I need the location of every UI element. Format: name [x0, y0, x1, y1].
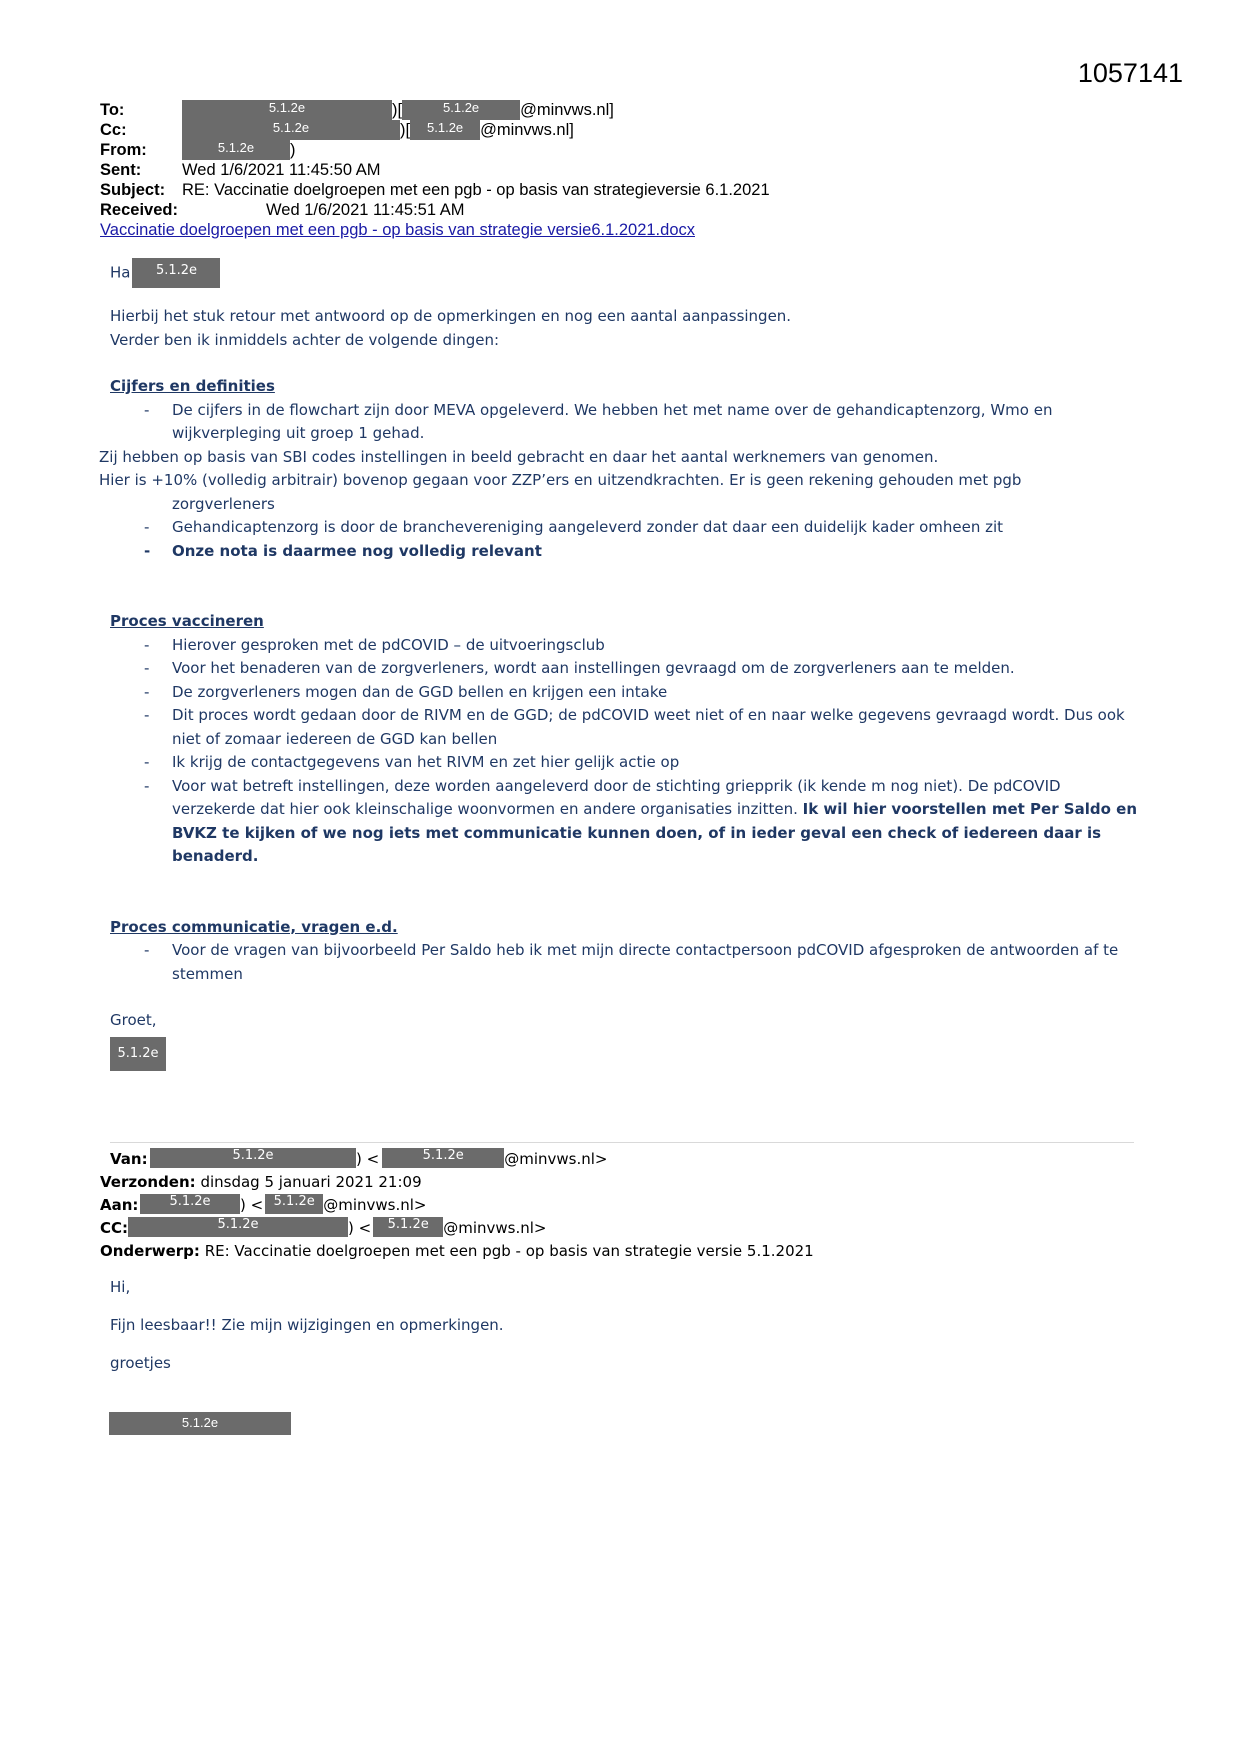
message-greeting-row	[110, 258, 1140, 288]
signature-redaction: 5.1.2e	[110, 1037, 166, 1071]
redaction-box: 5.1.2e	[182, 100, 392, 120]
cc-label: CC:	[100, 1219, 129, 1237]
redaction-box: 5.1.2e	[410, 120, 480, 140]
list-item: - Hierover gesproken met de pdCOVID – de uitvoeringsclub	[172, 634, 1140, 658]
forward-cc-row	[100, 1217, 546, 1240]
aan-suffix: @minvws.nl>	[323, 1196, 427, 1214]
greeting-text: Ha	[110, 263, 131, 282]
section-heading-communicatie: Proces communicatie, vragen e.d.	[110, 917, 398, 936]
cc-label: Cc:	[100, 121, 127, 139]
to-label: To:	[100, 101, 125, 119]
verzonden-label: Verzonden:	[100, 1173, 196, 1191]
redaction-box: 5.1.2e	[182, 120, 400, 140]
paragraph-line: Hier is +10% (volledig arbitrair) bovenop gegaan voor ZZP’ers en uitzendkrachten. Er is geen rekening gehouden met pgb	[99, 471, 1022, 489]
sent-label: Sent:	[100, 161, 142, 179]
section-list-vaccineren	[110, 634, 1140, 869]
forward-signature-redaction: 5.1.2e	[109, 1412, 291, 1435]
list-item	[172, 775, 1140, 869]
redaction-box: 5.1.2e	[140, 1194, 240, 1214]
message-body	[99, 305, 1140, 1071]
van-separator: ) <	[356, 1150, 380, 1168]
sent-value: Wed 1/6/2021 11:45:50 AM	[182, 161, 381, 179]
to-suffix: @minvws.nl]	[520, 101, 614, 119]
onderwerp-value: RE: Vaccinatie doelgroepen met een pgb - op basis van strategie versie 5.1.2021	[204, 1242, 814, 1260]
redaction-box: 5.1.2e	[132, 258, 220, 288]
forward-closing: groetjes	[110, 1354, 171, 1372]
subject-label: Subject:	[100, 181, 166, 199]
header-cc-row: Cc: 5.1.2e )[ 5.1.2e @minvws.nl]	[100, 120, 574, 139]
paragraph-line: zorgverleners	[172, 494, 275, 513]
verzonden-value: dinsdag 5 januari 2021 21:09	[200, 1173, 422, 1191]
section-list-communicatie	[110, 939, 1140, 986]
redaction-box: 5.1.2e	[402, 100, 520, 120]
list-item: - Ik krijg de contactgegevens van het RIVM en zet hier gelijk actie op	[172, 751, 1140, 775]
list-item: - De zorgverleners mogen dan de GGD bellen en krijgen een intake	[172, 681, 1140, 705]
section-heading-vaccineren: Proces vaccineren	[110, 612, 264, 630]
closing-text: Groet,	[110, 1011, 157, 1029]
list-item-text: Voor wat betreft instellingen, deze worden aangeleverd door de stichting griepprik (ik kende m nog niet). De pdCOVID verzekerde dat hier ook kleinschalige woonvormen en andere organisaties inzitten.	[172, 776, 1061, 818]
attachment-row	[100, 220, 695, 240]
attachment-link[interactable]: Vaccinatie doelgroepen met een pgb - op basis van strategie versie6.1.2021.docx	[100, 221, 695, 239]
forward-verzonden-row	[100, 1171, 422, 1194]
list-item: - Dit proces wordt gedaan door de RIVM en de GGD; de pdCOVID weet niet of en naar welke gegevens gevraagd wordt. Dus ook niet of zomaar iedereen de GGD kan bellen	[172, 704, 1140, 751]
paragraph-line: Zij hebben op basis van SBI codes instellingen in beeld gebracht en daar het aantal werknemers van genomen.	[99, 447, 939, 466]
received-value: Wed 1/6/2021 11:45:51 AM	[266, 201, 465, 219]
header-received-row	[100, 200, 464, 220]
cc-suffix: @minvws.nl>	[443, 1219, 547, 1237]
forward-onderwerp-row	[100, 1240, 814, 1263]
header-from-row	[100, 140, 296, 160]
forward-greeting: Hi,	[110, 1278, 131, 1296]
header-sent-row	[100, 160, 380, 180]
forward-van-row	[110, 1148, 607, 1171]
list-item: - Onze nota is daarmee nog volledig relevant	[172, 540, 1140, 564]
aan-separator: ) <	[240, 1196, 264, 1214]
redaction-box: 5.1.2e	[382, 1148, 504, 1168]
header-to-row: To: 5.1.2e )[ 5.1.2e @minvws.nl]	[100, 100, 614, 119]
section-heading-cijfers: Cijfers en definities	[110, 377, 275, 395]
redaction-box: 5.1.2e	[373, 1217, 443, 1237]
document-number: 1057141	[1077, 58, 1183, 88]
intro-line-2: Verder ben ik inmiddels achter de volgende dingen:	[110, 330, 500, 349]
list-item: - Gehandicaptenzorg is door de branchevereniging aangeleverd zonder dat daar een duidelijk kader omheen zit	[172, 516, 1140, 540]
received-label: Received:	[100, 201, 178, 219]
redaction-box: 5.1.2e	[150, 1148, 356, 1168]
cc-suffix: @minvws.nl]	[480, 121, 574, 139]
section-list-cijfers	[110, 399, 1140, 446]
redaction-box: 5.1.2e	[128, 1217, 348, 1237]
van-label: Van:	[110, 1150, 148, 1168]
list-item: - De cijfers in de flowchart zijn door MEVA opgeleverd. We hebben het met name over de gehandicaptenzorg, Wmo en wijkverpleging uit groep 1 gehad.	[172, 399, 1140, 446]
van-suffix: @minvws.nl>	[504, 1150, 608, 1168]
list-item: - Voor de vragen van bijvoorbeeld Per Saldo heb ik met mijn directe contactpersoon pdCOVID afgesproken de antwoorden af te stemmen	[172, 939, 1140, 986]
header-subject-row	[100, 180, 770, 200]
forward-aan-row	[100, 1194, 426, 1217]
separator-line	[110, 1142, 1134, 1143]
list-item-bold-text: Ik wil hier voorstellen met Per Saldo en BVKZ te kijken of we nog iets met communicatie kunnen doen, of in ieder geval een check of iedereen daar is benaderd.	[172, 800, 1137, 865]
from-suffix: )	[290, 141, 296, 159]
subject-value: RE: Vaccinatie doelgroepen met een pgb - op basis van strategieversie 6.1.2021	[182, 181, 770, 199]
intro-line-1: Hierbij het stuk retour met antwoord op de opmerkingen en nog een aantal aanpassingen.	[110, 307, 792, 325]
onderwerp-label: Onderwerp:	[100, 1242, 200, 1260]
forward-line-1: Fijn leesbaar!! Zie mijn wijzigingen en opmerkingen.	[110, 1316, 504, 1334]
redaction-box: 5.1.2e	[265, 1194, 323, 1214]
from-label: From:	[100, 141, 147, 159]
redaction-box: 5.1.2e	[182, 140, 290, 160]
list-item: - Voor het benaderen van de zorgverleners, wordt aan instellingen gevraagd om de zorgverleners aan te melden.	[172, 657, 1140, 681]
aan-label: Aan:	[100, 1196, 139, 1214]
cc-separator: ) <	[348, 1219, 372, 1237]
